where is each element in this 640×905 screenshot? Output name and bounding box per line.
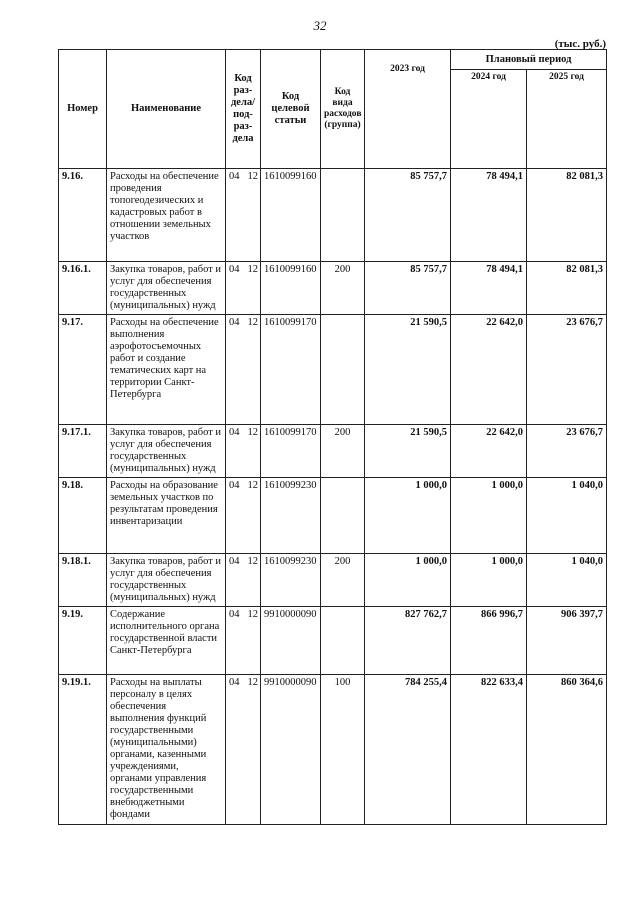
row-number: 9.17. [59, 315, 107, 425]
row-amount-2025: 906 397,7 [527, 607, 607, 675]
row-expense-type-code: 200 [321, 262, 365, 315]
row-number: 9.18. [59, 478, 107, 554]
table-row [59, 425, 607, 478]
row-number: 9.16. [59, 169, 107, 262]
unit-note: (тыс. руб.) [554, 38, 606, 50]
row-name: Расходы на образование земельных участков по результатам проведения инвентаризации [107, 478, 226, 554]
row-subsection-code: 12 [244, 425, 261, 478]
page-number: 32 [313, 18, 327, 33]
header-year-2024: 2024 год [451, 70, 527, 169]
row-section-code: 04 [226, 675, 244, 825]
row-expense-type-code [321, 607, 365, 675]
row-amount-2023: 827 762,7 [365, 607, 451, 675]
row-expense-type-code [321, 478, 365, 554]
row-subsection-code: 12 [244, 607, 261, 675]
row-amount-2025: 82 081,3 [527, 262, 607, 315]
row-number: 9.18.1. [59, 554, 107, 607]
row-name: Расходы на обеспечение выполнения аэрофотосъемочных работ и создание тематических карт на территории Санкт-Петербурга [107, 315, 226, 425]
row-subsection-code: 12 [244, 675, 261, 825]
row-target-code: 1610099160 [261, 169, 321, 262]
row-name: Закупка товаров, работ и услуг для обеспечения государственных (муниципальных) нужд [107, 554, 226, 607]
row-amount-2023: 85 757,7 [365, 169, 451, 262]
row-target-code: 1610099170 [261, 425, 321, 478]
row-target-code: 1610099230 [261, 478, 321, 554]
row-name: Закупка товаров, работ и услуг для обеспечения государственных (муниципальных) нужд [107, 425, 226, 478]
row-name: Расходы на выплаты персоналу в целях обеспечения выполнения функций государственными (муниципальными) органами, казенными учреждениями, органами управления государственными внебюджетными фондами [107, 675, 226, 825]
row-section-code: 04 [226, 478, 244, 554]
row-section-code: 04 [226, 607, 244, 675]
row-amount-2023: 1 000,0 [365, 478, 451, 554]
row-amount-2023: 85 757,7 [365, 262, 451, 315]
row-amount-2025: 23 676,7 [527, 315, 607, 425]
row-section-code: 04 [226, 425, 244, 478]
row-amount-2024: 78 494,1 [451, 262, 527, 315]
row-expense-type-code: 100 [321, 675, 365, 825]
row-amount-2024: 78 494,1 [451, 169, 527, 262]
row-target-code: 9910000090 [261, 675, 321, 825]
row-section-code: 04 [226, 554, 244, 607]
row-amount-2023: 1 000,0 [365, 554, 451, 607]
row-amount-2025: 82 081,3 [527, 169, 607, 262]
row-subsection-code: 12 [244, 262, 261, 315]
row-amount-2025: 23 676,7 [527, 425, 607, 478]
header-expense-type-code: Код вида расходов (группа) [321, 50, 365, 169]
header-name: Наименование [107, 50, 226, 169]
row-amount-2023: 784 255,4 [365, 675, 451, 825]
row-amount-2023: 21 590,5 [365, 425, 451, 478]
row-amount-2023: 21 590,5 [365, 315, 451, 425]
row-subsection-code: 12 [244, 315, 261, 425]
row-number: 9.17.1. [59, 425, 107, 478]
row-expense-type-code [321, 315, 365, 425]
table-row [59, 315, 607, 425]
row-expense-type-code: 200 [321, 554, 365, 607]
row-name: Расходы на обеспечение проведения топогеодезических и кадастровых работ в отношении земельных участков [107, 169, 226, 262]
table-row [59, 675, 607, 825]
row-name: Содержание исполнительного органа государственной власти Санкт-Петербурга [107, 607, 226, 675]
row-target-code: 1610099170 [261, 315, 321, 425]
table-row [59, 607, 607, 675]
header-target-code: Код целевой статьи [261, 50, 321, 169]
table-row [59, 169, 607, 262]
row-subsection-code: 12 [244, 554, 261, 607]
row-expense-type-code: 200 [321, 425, 365, 478]
header-plan-period: Плановый период [451, 50, 607, 70]
row-amount-2025: 1 040,0 [527, 554, 607, 607]
table-row [59, 262, 607, 315]
table-row [59, 478, 607, 554]
row-target-code: 1610099230 [261, 554, 321, 607]
row-amount-2024: 1 000,0 [451, 478, 527, 554]
row-amount-2025: 860 364,6 [527, 675, 607, 825]
header-section-code: Код раз- дела/ под- раз- дела [226, 50, 261, 169]
table-row [59, 554, 607, 607]
header-year-2025: 2025 год [527, 70, 607, 169]
row-target-code: 9910000090 [261, 607, 321, 675]
budget-table [58, 49, 607, 825]
row-subsection-code: 12 [244, 169, 261, 262]
header-number: Номер [59, 50, 107, 169]
row-amount-2024: 822 633,4 [451, 675, 527, 825]
row-target-code: 1610099160 [261, 262, 321, 315]
row-amount-2024: 22 642,0 [451, 425, 527, 478]
row-section-code: 04 [226, 169, 244, 262]
row-amount-2025: 1 040,0 [527, 478, 607, 554]
row-amount-2024: 1 000,0 [451, 554, 527, 607]
row-amount-2024: 866 996,7 [451, 607, 527, 675]
row-number: 9.19. [59, 607, 107, 675]
row-subsection-code: 12 [244, 478, 261, 554]
row-expense-type-code [321, 169, 365, 262]
row-amount-2024: 22 642,0 [451, 315, 527, 425]
row-number: 9.19.1. [59, 675, 107, 825]
row-number: 9.16.1. [59, 262, 107, 315]
row-section-code: 04 [226, 315, 244, 425]
header-year-2023: 2023 год [365, 50, 451, 169]
row-name: Закупка товаров, работ и услуг для обеспечения государственных (муниципальных) нужд [107, 262, 226, 315]
row-section-code: 04 [226, 262, 244, 315]
